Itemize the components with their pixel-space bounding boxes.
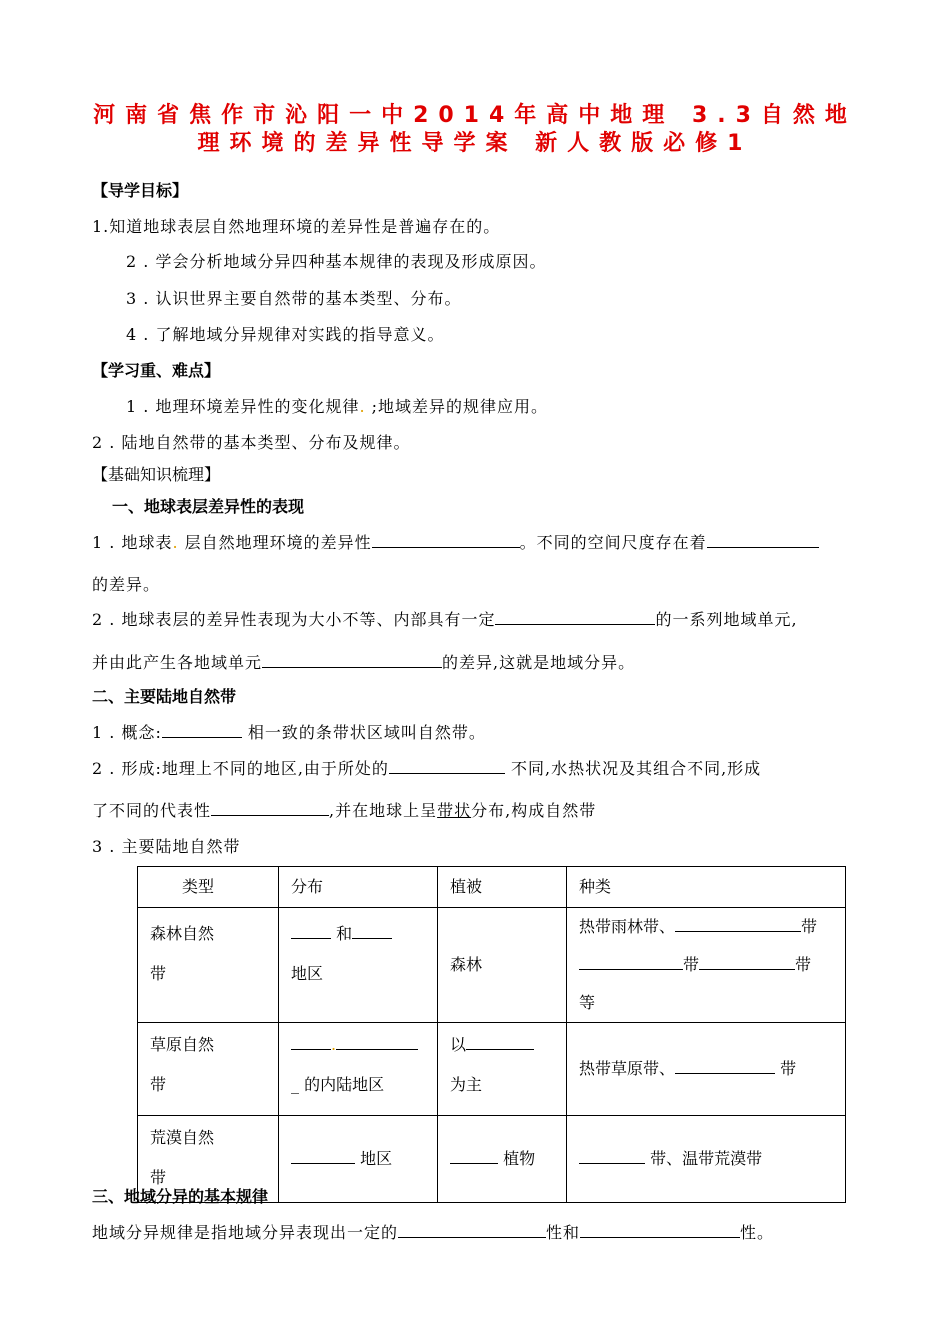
grass-distribution (279, 1023, 438, 1116)
fill-blank[interactable] (336, 1035, 418, 1050)
mark-dot: . (359, 397, 366, 416)
s2p2-f: 分布,构成自然带 (471, 801, 597, 820)
section1-paragraph2 (92, 607, 798, 630)
s2p1-b: 相一致的条带状区域叫自然带。 (241, 723, 486, 742)
fill-blank[interactable] (450, 1149, 498, 1164)
grass-kinds (567, 1023, 846, 1116)
section2-paragraph2 (92, 756, 761, 779)
forest-kind-dai2: 带 (683, 955, 700, 974)
grass-vegetation (438, 1023, 567, 1116)
s2p2-e: 带状 (437, 801, 472, 820)
forest-kinds (567, 908, 846, 1023)
fill-blank[interactable] (579, 1149, 645, 1164)
fill-blank[interactable] (398, 1223, 546, 1238)
grass-type (138, 1023, 279, 1116)
section1-heading: 一、地球表层差异性的表现 (112, 497, 305, 516)
grass-kind-a: 热带草原带、 (579, 1059, 676, 1078)
section2-paragraph1 (92, 720, 486, 743)
grass-veg-a: 以 (450, 1035, 467, 1054)
fill-blank[interactable] (372, 533, 520, 548)
s2p1-a: 1 . 概念: (92, 723, 162, 742)
desert-type-a: 荒漠自然 (150, 1128, 215, 1147)
forest-dist-and: 和 (331, 924, 353, 943)
section2-paragraph3: 3 . 主要陆地自然带 (92, 837, 241, 856)
s1p2-a: 2 . 地球表层的差异性表现为大小不等、内部具有一定 (92, 610, 496, 629)
fill-blank[interactable] (495, 610, 655, 625)
fill-blank[interactable] (162, 723, 242, 738)
forest-type-b: 带 (150, 964, 167, 983)
fill-blank[interactable] (675, 1059, 775, 1074)
forest-kind-dai: 带 (801, 917, 818, 936)
desert-veg: 植物 (498, 1149, 536, 1168)
desert-vegetation (438, 1116, 567, 1203)
natural-zones-table (137, 866, 846, 1203)
key-point-item-1 (126, 394, 548, 417)
section2-heading: 二、主要陆地自然带 (92, 687, 237, 706)
grass-type-b: 带 (150, 1075, 167, 1094)
desert-kinds (567, 1116, 846, 1203)
desert-dist: 地区 (355, 1149, 393, 1168)
fill-blank[interactable] (580, 1223, 740, 1238)
s2p2-a: 2 . 形成:地理上不同的地区,由于所处的 (92, 759, 389, 778)
desert-type-b: 带 (150, 1168, 167, 1187)
mark-dot: . (172, 533, 179, 552)
fill-blank[interactable] (466, 1035, 534, 1050)
forest-distribution (279, 908, 438, 1023)
section2-paragraph2-cont (92, 798, 596, 821)
fill-blank[interactable] (291, 924, 331, 939)
grass-kind-dai: 带 (775, 1059, 797, 1078)
key-points-heading: 【学习重、难点】 (92, 361, 221, 380)
page-title-line2: 理环境的差异性导学案 新人教版必修1 (197, 131, 753, 156)
s2p2-d: ,并在地球上呈 (329, 801, 438, 820)
forest-kind-etc: 等 (579, 993, 596, 1012)
key-point-item-1-b: ;地域差异的规律应用。 (365, 397, 549, 416)
desert-distribution (279, 1116, 438, 1203)
grass-type-a: 草原自然 (150, 1035, 215, 1054)
th-type: 类型 (138, 867, 279, 908)
s2p2-b: 不同,水热状况及其组合不同,形成 (504, 759, 762, 778)
s3p1-c: 性。 (740, 1223, 775, 1242)
forest-type (138, 908, 279, 1023)
table-header-row (138, 867, 846, 908)
fill-blank[interactable] (211, 801, 329, 816)
section1-paragraph1-cont: 的差异。 (92, 575, 161, 594)
fill-blank[interactable] (352, 924, 392, 939)
th-kinds: 种类 (567, 867, 846, 908)
section3-paragraph1 (92, 1220, 774, 1243)
s1p2-d: 的差异,这就是地域分异。 (442, 653, 636, 672)
section1-paragraph2-cont (92, 650, 635, 673)
fill-blank[interactable] (389, 759, 505, 774)
objectives-heading: 【导学目标】 (92, 181, 189, 200)
section3-heading: 三、地域分异的基本规律 (92, 1187, 269, 1206)
forest-dist-b: 地区 (291, 964, 324, 983)
s3p1-b: 性和 (546, 1223, 581, 1242)
s1p1-a: 1 . 地球表 (92, 533, 173, 552)
s1p2-c: 并由此产生各地域单元 (92, 653, 263, 672)
grass-veg-b: 为主 (450, 1075, 483, 1094)
objective-item-1: 1.知道地球表层自然地理环境的差异性是普遍存在的。 (92, 217, 501, 236)
s1p1-b: 层自然地理环境的差异性 (178, 533, 372, 552)
fill-blank[interactable] (262, 653, 442, 668)
mark-dot: . (331, 1035, 337, 1054)
fill-blank[interactable] (291, 1149, 355, 1164)
forest-vegetation: 森林 (438, 908, 567, 1023)
section1-paragraph1 (92, 530, 819, 553)
s3p1-a: 地域分异规律是指地域分异表现出一定的 (92, 1223, 399, 1242)
objective-item-2: 2 . 学会分析地域分异四种基本规律的表现及形成原因。 (126, 252, 547, 271)
th-distribution: 分布 (279, 867, 438, 908)
s1p1-c: 。不同的空间尺度存在着 (519, 533, 707, 552)
objective-item-3: 3 . 认识世界主要自然带的基本类型、分布。 (126, 289, 462, 308)
s1p2-b: 的一系列地域单元, (655, 610, 798, 629)
table-row-forest (138, 908, 846, 1023)
table-row-grassland (138, 1023, 846, 1116)
fill-blank[interactable] (291, 1035, 331, 1050)
forest-kind-a: 热带雨林带、 (579, 917, 676, 936)
forest-kind-dai3: 带 (795, 955, 812, 974)
objective-item-4: 4 . 了解地域分异规律对实践的指导意义。 (126, 325, 445, 344)
key-point-item-2: 2 . 陆地自然带的基本类型、分布及规律。 (92, 433, 411, 452)
grass-dist-b: _ 的内陆地区 (291, 1075, 385, 1094)
s2p2-c: 了不同的代表性 (92, 801, 212, 820)
basics-heading: 【基础知识梳理】 (92, 465, 221, 484)
page-title-line1: 河南省焦作市沁阳一中2014年高中地理 3.3自然地 (93, 103, 857, 128)
fill-blank[interactable] (707, 533, 819, 548)
th-vegetation: 植被 (438, 867, 567, 908)
fill-blank[interactable] (675, 917, 801, 932)
fill-blank[interactable] (579, 955, 683, 970)
fill-blank[interactable] (699, 955, 795, 970)
forest-type-a: 森林自然 (150, 924, 215, 943)
key-point-item-1-a: 1 . 地理环境差异性的变化规律 (126, 397, 360, 416)
desert-kind: 带、温带荒漠带 (645, 1149, 763, 1168)
